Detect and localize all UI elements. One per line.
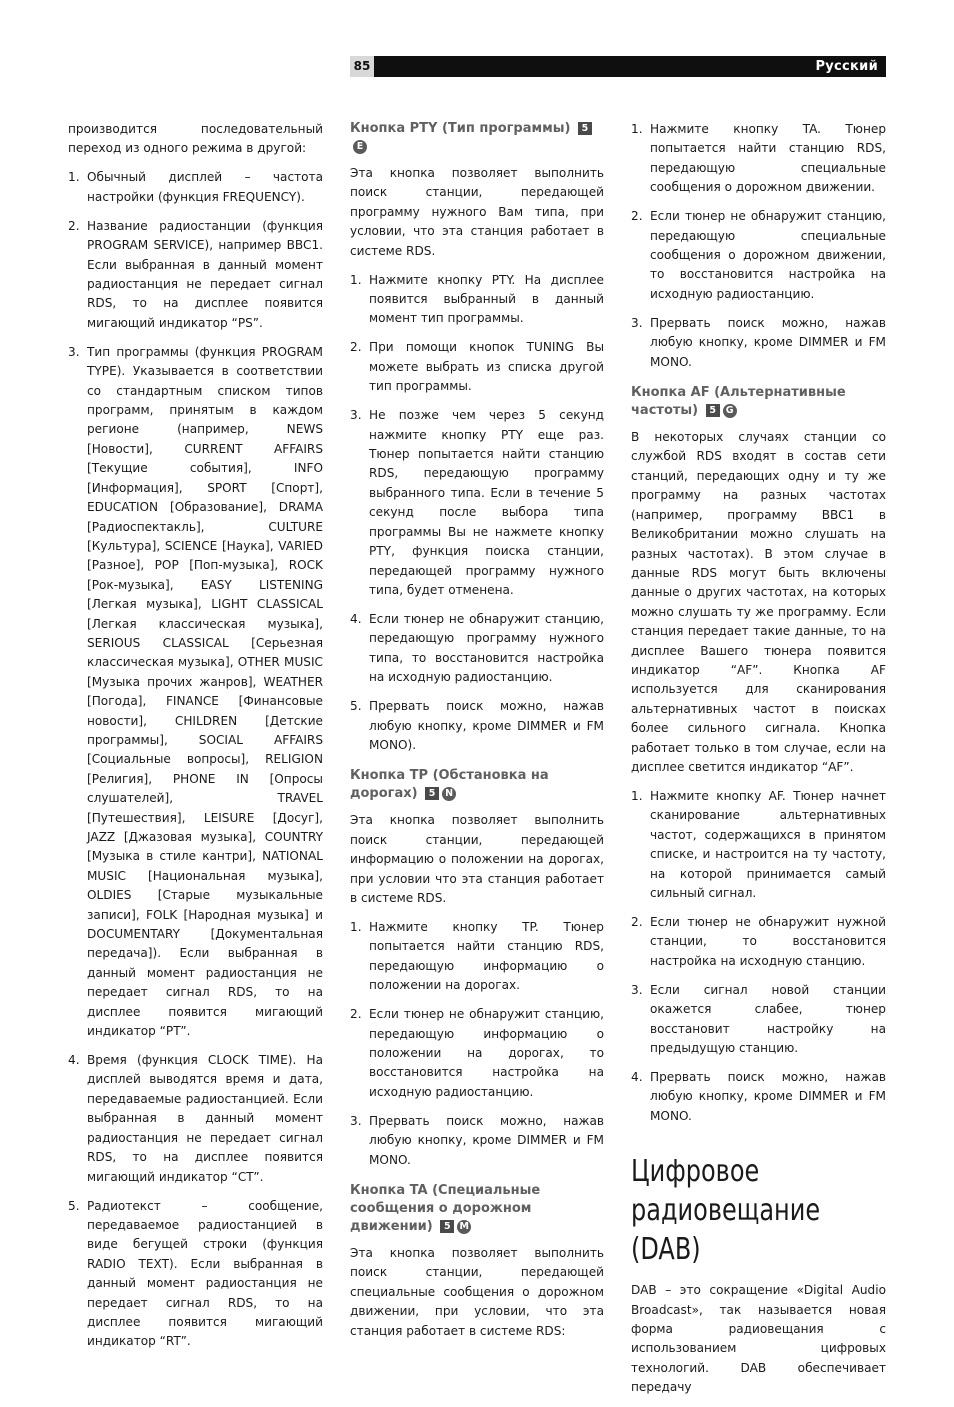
ta-steps bbox=[631, 120, 886, 372]
dab-intro: DAB – это сокращение «Digital Audio Broadcast», так называется новая форма радиовещания с использованием цифровых технологий. DAB обеспечивает передачу bbox=[631, 1283, 886, 1395]
language-label: Русский bbox=[815, 59, 878, 74]
list-item: 5. Радиотекст – сообщение, передаваемое радиостанцией в виде бегущей строки (функция RADIO TEXT). Если выбранная в данный момент радиостанция не передает сигнал RDS, то на дисплее появится мигающий индикатор “RT”. bbox=[68, 1198, 323, 1349]
tp-heading: Кнопка TP (Обстановка на дорогах) 5 N bbox=[350, 768, 549, 802]
intro-text: производится последовательный переход из одного режима в другой: bbox=[68, 122, 323, 156]
pty-steps bbox=[350, 271, 604, 756]
af-intro: В некоторых случаях станции со службой RDS входят в состав сети станций, передающих одну и ту же программу на разных частотах (например, программу BBC1 в Великобритании можно слушать на разных частотах). В этом случае в данные RDS могут быть включены данные о других частотах, на которых можно слушать ту же программу. Если станция передает такие данные, то на дисплее Вашего тюнера появится индикатор “AF”. Кнопка AF используется для сканирования альтернативных частот в поисках более сильного сигнала. Кнопка работает только в том случае, если на дисплее светится индикатор “AF”. bbox=[631, 430, 886, 774]
badge-letter: G bbox=[723, 404, 737, 418]
list-item: 1. Нажмите кнопку PTY. На дисплее появится выбранный в данный момент тип программы. bbox=[350, 272, 604, 326]
list-item: 5. Прервать поиск можно, нажав любую кнопку, кроме DIMMER и FM MONO). bbox=[350, 699, 604, 752]
column-1 bbox=[68, 120, 323, 1361]
badge-letter: N bbox=[442, 787, 456, 801]
list-item: 4. Прервать поиск можно, нажав любую кнопку, кроме DIMMER и FM MONO. bbox=[631, 1070, 886, 1123]
badge-number: 5 bbox=[706, 404, 720, 417]
list-item: 4. Если тюнер не обнаружит станцию, передающую программу нужного типа, то восстановится настройка на исходную радиостанцию. bbox=[350, 611, 604, 685]
list-item: 3. Тип программы (функция PROGRAM TYPE). Указывается в соответствии со стандартным списком типов программ, принятым в каждом регионе (например, NEWS [Новости], CURRENT AFFAIRS [Текущие события], INFO [Информация], SPORT [Спорт], EDUCATION [Образование], DRAMA [Радиоспектакль], CULTURE [Культура], SCIENCE [Наука], VARIED [Разное], POP [Поп-музыка], ROCK [Рок-музыка], EASY LISTENING [Легкая музыка], LIGHT CLASSICAL [Легкая классическая музыка], SERIOUS CLASSICAL [Серьезная классическая музыка], OTHER MUSIC [Музыка прочих жанров], WEATHER [Погода], FINANCE [Финансовые новости], CHILDREN [Детские программы], SOCIAL AFFAIRS [Социальные вопросы], RELIGION [Религия], PHONE IN [Опросы слушателей], TRAVEL [Путешествия], LEISURE [Досуг], JAZZ [Джазовая музыка], COUNTRY [Музыка в стиле кантри], NATIONAL MUSIC [Национальная музыка], OLDIES [Старые музыкальные записи], FOLK [Народная музыка] и DOCUMENTARY [Документальная передача]). Если выбранная в данный момент радиостанция не передает сигнал RDS, то на дисплее появится мигающий индикатор “PT”. bbox=[68, 344, 323, 1039]
badge-number: 5 bbox=[425, 787, 439, 800]
display-modes-list bbox=[68, 168, 323, 1351]
badge-letter: E bbox=[353, 140, 367, 154]
column-2 bbox=[350, 108, 604, 1351]
list-item: 3. Прервать поиск можно, нажав любую кнопку, кроме DIMMER и FM MONO. bbox=[631, 315, 886, 369]
af-steps bbox=[631, 787, 886, 1126]
af-heading: Кнопка AF (Альтернативные частоты) 5 G bbox=[631, 385, 846, 419]
badge-letter: M bbox=[457, 1220, 471, 1234]
list-item: 1. Обычный дисплей – частота настройки (функция FREQUENCY). bbox=[68, 170, 323, 204]
tp-steps bbox=[350, 918, 604, 1170]
ta-intro: Эта кнопка позволяет выполнить поиск станции, передающей специальные сообщения о дорожном движении, при условии, что эта станция работает в системе RDS: bbox=[350, 1246, 604, 1338]
list-item: 1. Нажмите кнопку AF. Тюнер начнет сканирование альтернативных частот, содержащихся в принятом списке, и настроится на ту частоту, на которой принимается самый сильный сигнал. bbox=[631, 788, 886, 900]
column-3 bbox=[631, 120, 886, 1407]
badge-number: 5 bbox=[440, 1220, 454, 1233]
badge-number: 5 bbox=[578, 122, 592, 135]
ta-heading: Кнопка TA (Специальные сообщения о дорожном движении) 5 M bbox=[350, 1183, 541, 1235]
list-item: 2. При помощи кнопок TUNING Вы можете выбрать из списка другой тип программы. bbox=[350, 340, 604, 394]
list-item: 3. Прервать поиск можно, нажав любую кнопку, кроме DIMMER и FM MONO. bbox=[350, 1113, 604, 1167]
list-item: 2. Если тюнер не обнаружит нужной станции, то восстановится настройка на исходную станцию. bbox=[631, 915, 886, 968]
list-item: 3. Если сигнал новой станции окажется слабее, тюнер восстановит настройку на предыдущую станцию. bbox=[631, 982, 886, 1056]
list-item: 4. Время (функция CLOCK TIME). На дисплей выводятся время и дата, передаваемые радиостанцией. Если выбранная в данный момент радиостанция не передает сигнал RDS, то на дисплее появится мигающий индикатор “CT”. bbox=[68, 1053, 323, 1184]
list-item: 1. Нажмите кнопку TA. Тюнер попытается найти станцию RDS, передающую специальные сообщения о дорожном движении. bbox=[631, 122, 886, 195]
page-number: 85 bbox=[350, 56, 374, 77]
pty-heading: Кнопка PTY (Тип программы) 5E bbox=[350, 120, 604, 156]
list-item: 3. Не позже чем через 5 секунд нажмите кнопку PTY еще раз. Тюнер попытается найти станцию RDS, передающую программу выбранного типа. Если в течение 5 секунд после выбора типа программы Вы не нажмете кнопку PTY, функция поиска станции, передающей программу нужного типа, будет отменена. bbox=[350, 408, 604, 597]
header-bar bbox=[350, 56, 886, 77]
pty-intro: Эта кнопка позволяет выполнить поиск станции, передающей программу нужного Вам типа, при условии, что эта станция работает в системе RDS. bbox=[350, 166, 604, 258]
list-item: 1. Нажмите кнопку TP. Тюнер попытается найти станцию RDS, передающую информацию о положении на дорогах. bbox=[350, 919, 604, 993]
tp-intro: Эта кнопка позволяет выполнить поиск станции, передающей информацию о положении на дорогах, при условии что эта станция работает в системе RDS. bbox=[350, 813, 604, 905]
list-item: 2. Если тюнер не обнаружит станцию, передающую информацию о положении на дорогах, то восстановится настройка на исходную радиостанцию. bbox=[350, 1007, 604, 1099]
dab-heading: Цифровое радиовещание (DAB) bbox=[631, 1154, 821, 1268]
list-item: 2. Если тюнер не обнаружит станцию, передающую специальные сообщения о дорожном движении, то восстановится настройка на исходную радиостанцию. bbox=[631, 209, 886, 301]
list-item: 2. Название радиостанции (функция PROGRAM SERVICE), например BBC1. Если выбранная в данный момент радиостанция не передает сигнал RDS, то на дисплее появится мигающий индикатор “PS”. bbox=[68, 218, 323, 330]
